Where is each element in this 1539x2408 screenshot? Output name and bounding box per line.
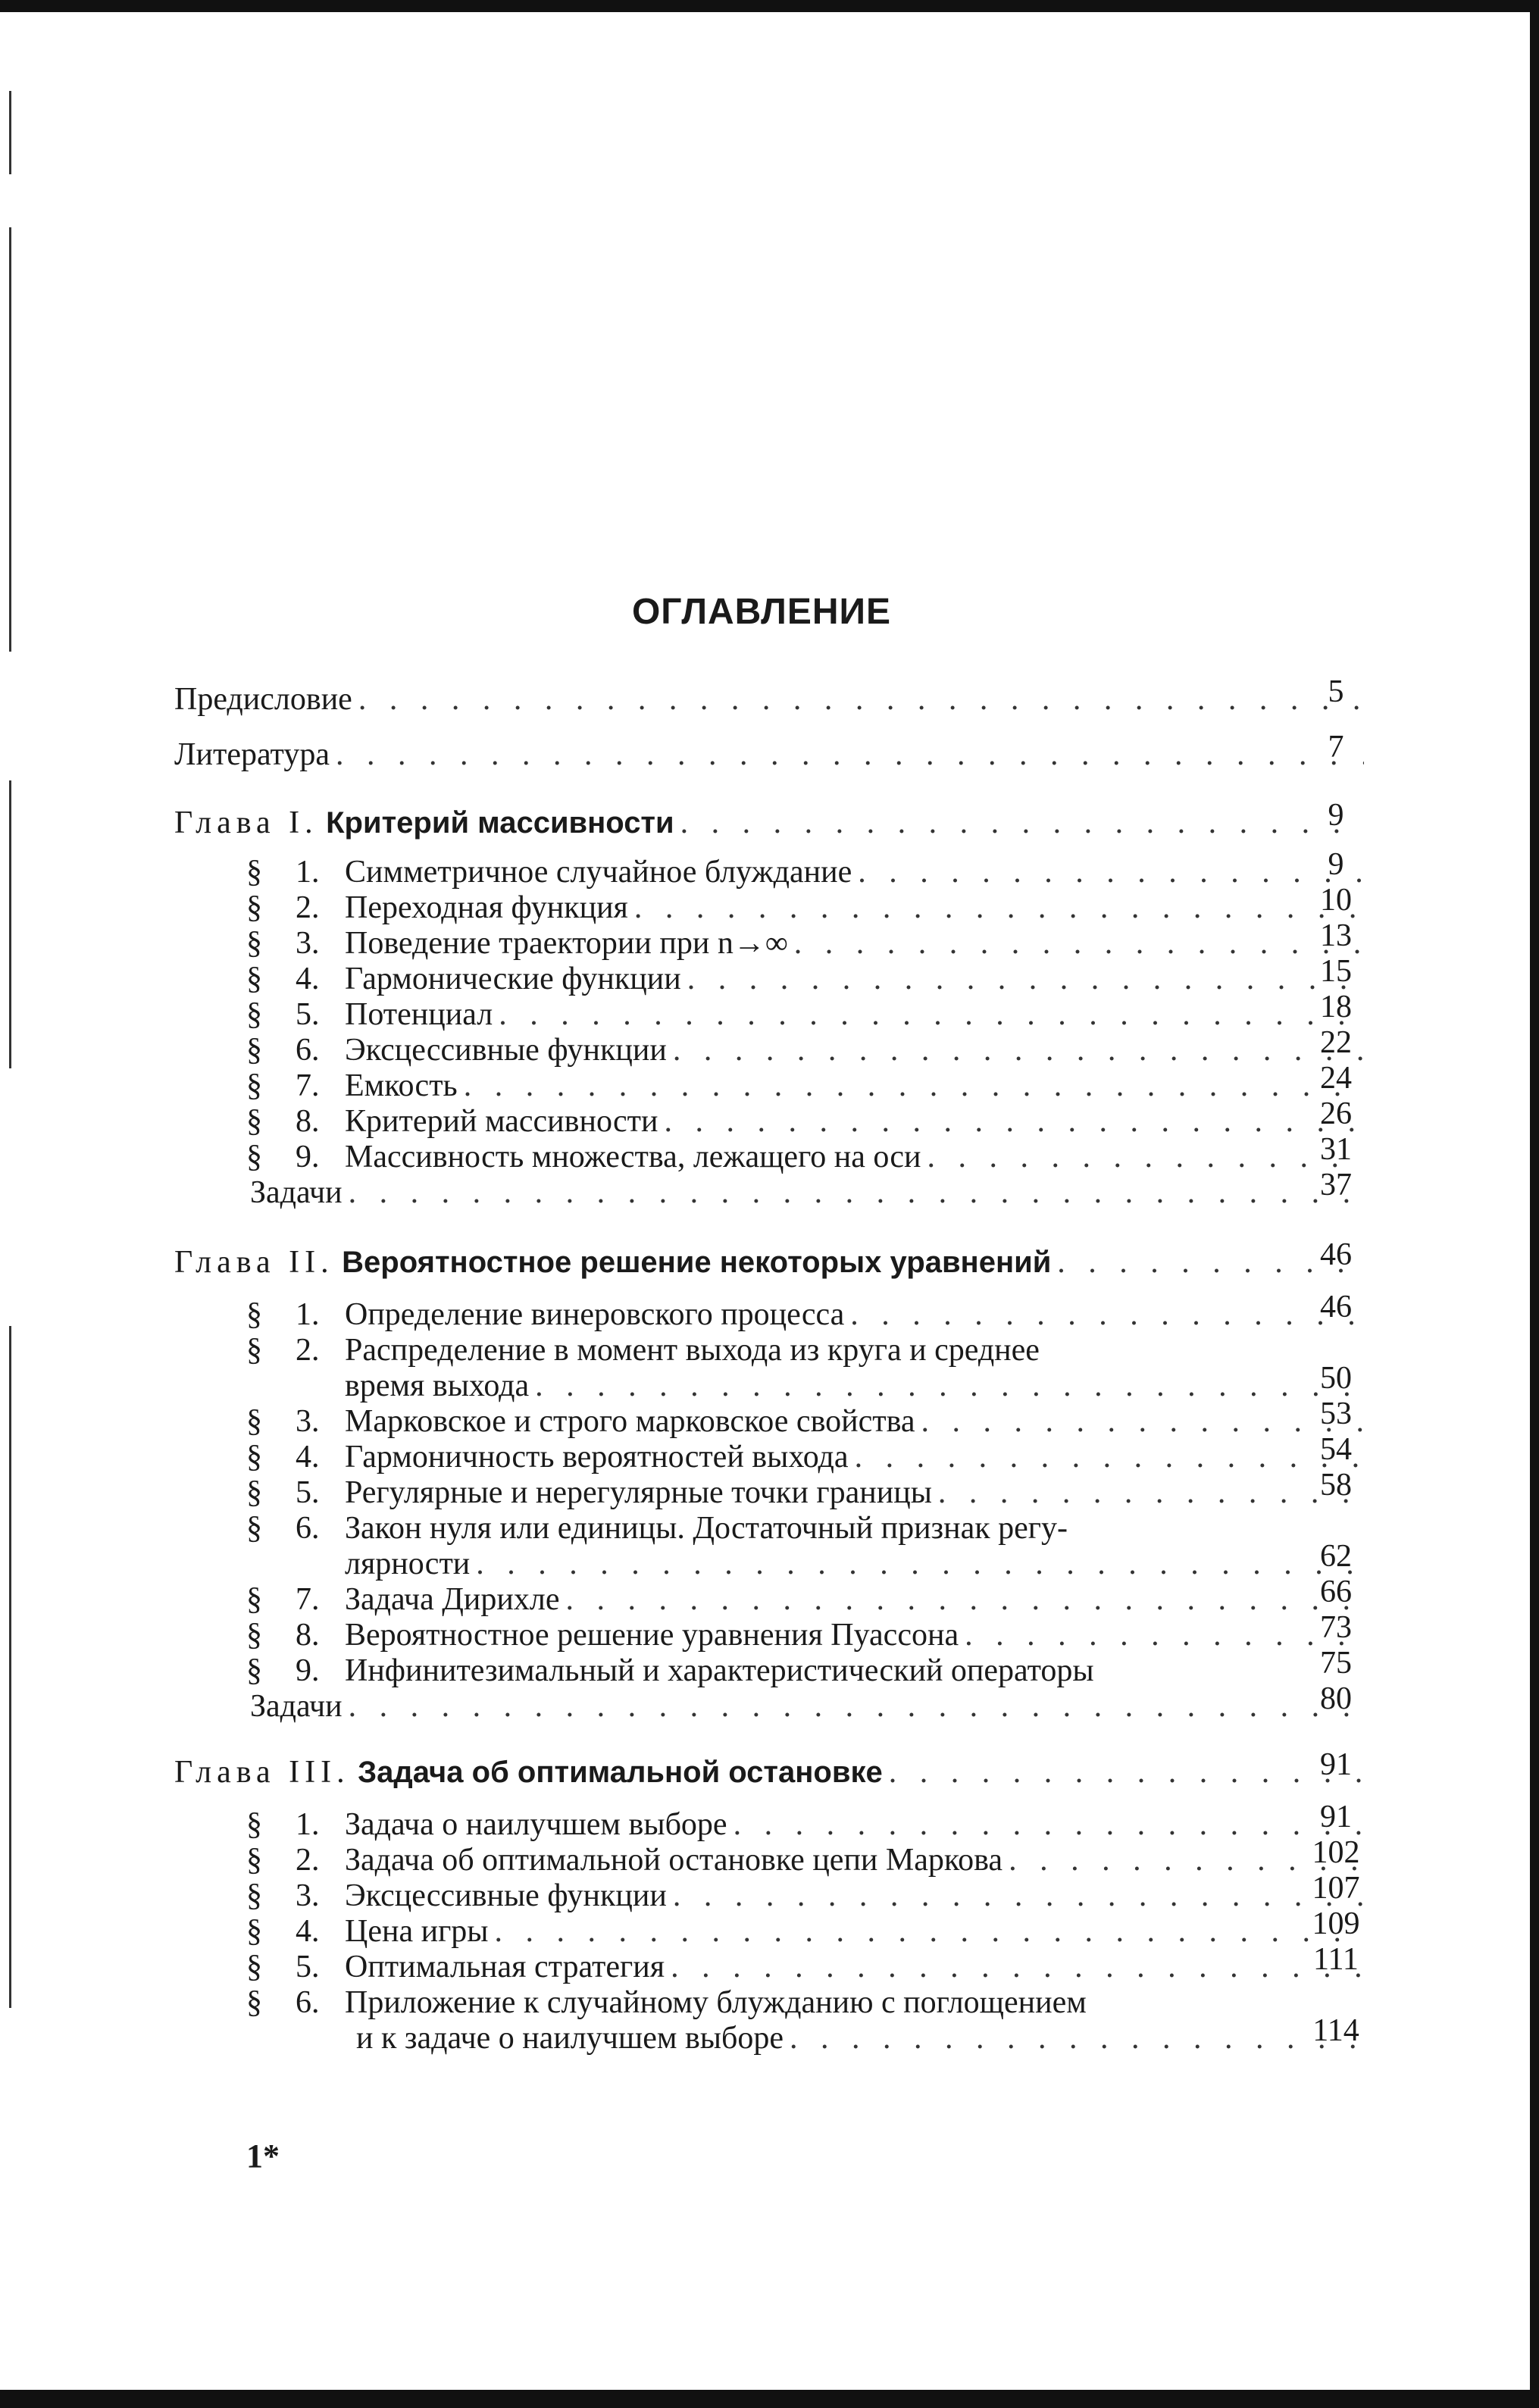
- dot-leader: [664, 1104, 1364, 1140]
- page-number: 18: [1320, 990, 1352, 1024]
- section-number: 3.: [296, 1878, 320, 1913]
- section-number: 4.: [296, 1440, 320, 1475]
- section-title: Переходная функция: [345, 890, 628, 925]
- section-symbol: §: [246, 1807, 262, 1842]
- chapter-title: Вероятностное решение некоторых уравнений: [342, 1246, 1052, 1279]
- section-symbol: §: [246, 1440, 262, 1475]
- section-title: Приложение к случайному блужданию с поглощением: [345, 1985, 1087, 2020]
- dot-leader: [927, 1140, 1364, 1175]
- toc-section[interactable]: [174, 1025, 1364, 1068]
- toc-section[interactable]: [174, 918, 1364, 962]
- toc-section[interactable]: [174, 1646, 1364, 1689]
- section-symbol: §: [246, 1297, 262, 1332]
- dot-leader: [495, 1914, 1364, 1950]
- page-number: 114: [1312, 2013, 1359, 2048]
- toc-tasks[interactable]: [174, 1681, 1364, 1725]
- page-number: 91: [1320, 1747, 1352, 1782]
- dot-leader: [349, 1175, 1364, 1211]
- page-number: 46: [1320, 1290, 1352, 1324]
- section-symbol: §: [246, 962, 262, 996]
- section-symbol: §: [246, 1914, 262, 1949]
- section-symbol: §: [246, 1404, 262, 1439]
- section-title-continuation: и к задаче о наилучшем выборе: [356, 2021, 784, 2056]
- section-symbol: §: [246, 890, 262, 925]
- page-number: 13: [1320, 918, 1352, 953]
- section-number: 6.: [296, 1985, 320, 2020]
- toc-section[interactable]: [174, 1396, 1364, 1440]
- toc-section[interactable]: [174, 1835, 1364, 1878]
- section-number: 1.: [296, 1807, 320, 1842]
- scan-edge-mark: [9, 91, 11, 174]
- toc-section[interactable]: [174, 1942, 1364, 1985]
- chapter-label: Глава III.: [174, 1755, 350, 1790]
- section-title: Задача об оптимальной остановке цепи Маркова: [345, 1843, 1003, 1878]
- scan-edge-mark: [9, 780, 11, 1068]
- section-title: Критерий массивности: [345, 1104, 658, 1139]
- dot-leader: [734, 1807, 1364, 1843]
- section-number: 2.: [296, 890, 320, 925]
- toc-section[interactable]: [174, 1333, 1364, 1368]
- section-title: Емкость: [345, 1068, 458, 1103]
- dot-leader: [687, 962, 1364, 997]
- toc-section[interactable]: [174, 1610, 1364, 1653]
- page-number: 46: [1320, 1237, 1352, 1272]
- page-number: 58: [1320, 1468, 1352, 1503]
- section-number: 4.: [296, 1914, 320, 1949]
- scan-border-top: [0, 0, 1539, 12]
- table-of-contents: [174, 674, 1364, 2056]
- section-number: 1.: [296, 1297, 320, 1332]
- section-symbol: §: [246, 1475, 262, 1510]
- section-number: 2.: [296, 1843, 320, 1878]
- dot-leader: [673, 1878, 1364, 1914]
- toc-chapter-3[interactable]: [174, 1747, 1364, 1790]
- section-title: Инфинитезимальный и характеристический операторы: [345, 1653, 1094, 1688]
- section-title-continuation: время выхода: [345, 1368, 530, 1403]
- section-title: Задача Дирихле: [345, 1582, 560, 1617]
- tasks-title: Задачи: [250, 1689, 343, 1724]
- dot-leader: [680, 805, 1364, 841]
- section-title: Задача о наилучшем выборе: [345, 1807, 727, 1842]
- section-number: 6.: [296, 1033, 320, 1068]
- toc-entry-title: Литература: [174, 737, 330, 772]
- dot-leader: [794, 926, 1364, 962]
- section-symbol: §: [246, 1104, 262, 1139]
- section-title-continuation: лярности: [345, 1546, 471, 1581]
- toc-section[interactable]: [174, 1575, 1364, 1618]
- toc-section[interactable]: [174, 1096, 1364, 1140]
- dot-leader: [858, 855, 1364, 890]
- section-symbol: §: [246, 855, 262, 890]
- section-title: Марковское и строго марковское свойства: [345, 1404, 915, 1439]
- page-number: 73: [1320, 1610, 1352, 1645]
- section-title: Гармонические функции: [345, 962, 681, 996]
- toc-section[interactable]: [174, 1511, 1364, 1546]
- page-number: 24: [1320, 1061, 1352, 1096]
- toc-section[interactable]: [174, 1132, 1364, 1175]
- section-title: Потенциал: [345, 997, 493, 1032]
- section-title: Симметричное случайное блуждание: [345, 855, 852, 890]
- section-number: 4.: [296, 962, 320, 996]
- dot-leader: [476, 1546, 1364, 1582]
- dot-leader: [535, 1368, 1364, 1404]
- page-number: 111: [1313, 1942, 1359, 1977]
- section-symbol: §: [246, 1843, 262, 1878]
- toc-entry-preface[interactable]: [174, 674, 1364, 718]
- toc-section-continuation[interactable]: [174, 1539, 1364, 1582]
- section-title: Эксцессивные функции: [345, 1878, 667, 1913]
- section-title: Гармоничность вероятностей выхода: [345, 1440, 849, 1475]
- dot-leader: [358, 682, 1364, 718]
- dot-leader: [790, 2021, 1364, 2056]
- toc-section-continuation[interactable]: [174, 2013, 1364, 2056]
- toc-section[interactable]: [174, 1061, 1364, 1104]
- scan-border-bottom: [0, 2390, 1539, 2408]
- page-number: 66: [1320, 1575, 1352, 1609]
- page-number: 50: [1320, 1361, 1352, 1396]
- section-symbol: §: [246, 1878, 262, 1913]
- section-number: 5.: [296, 1950, 320, 1984]
- toc-section[interactable]: [174, 1906, 1364, 1950]
- section-symbol: §: [246, 1950, 262, 1984]
- section-symbol: §: [246, 1653, 262, 1688]
- section-number: 1.: [296, 855, 320, 890]
- page-number: 9: [1328, 798, 1344, 833]
- signature-mark: 1*: [246, 2137, 280, 2175]
- chapter-label: Глава II.: [174, 1245, 334, 1280]
- dot-leader: [336, 737, 1364, 773]
- page-number: 22: [1320, 1025, 1352, 1060]
- section-number: 8.: [296, 1104, 320, 1139]
- section-title: Массивность множества, лежащего на оси: [345, 1140, 921, 1174]
- section-title: Регулярные и нерегулярные точки границы: [345, 1475, 932, 1510]
- page-title: ОГЛАВЛЕНИЕ: [631, 592, 892, 632]
- page-number: 62: [1320, 1539, 1352, 1574]
- page-number: 15: [1320, 954, 1352, 989]
- page-number: 37: [1320, 1168, 1352, 1202]
- page-number: 109: [1312, 1906, 1360, 1941]
- dot-leader: [921, 1404, 1364, 1440]
- section-title: Распределение в момент выхода из круга и среднее: [345, 1333, 1040, 1368]
- section-symbol: §: [246, 997, 262, 1032]
- section-symbol: §: [246, 1068, 262, 1103]
- dot-leader: [938, 1475, 1364, 1511]
- dot-leader: [565, 1582, 1364, 1618]
- section-number: 9.: [296, 1140, 320, 1174]
- section-number: 6.: [296, 1511, 320, 1546]
- page-number: 102: [1312, 1835, 1360, 1870]
- section-symbol: §: [246, 1582, 262, 1617]
- section-symbol: §: [246, 1140, 262, 1174]
- section-number: 7.: [296, 1068, 320, 1103]
- dot-leader: [855, 1440, 1364, 1475]
- page-number: 10: [1320, 883, 1352, 918]
- toc-section[interactable]: [174, 1985, 1364, 2021]
- section-symbol: §: [246, 1033, 262, 1068]
- section-title: Эксцессивные функции: [345, 1033, 667, 1068]
- toc-section[interactable]: [174, 1468, 1364, 1511]
- section-title: Вероятностное решение уравнения Пуассона: [345, 1618, 959, 1653]
- page-number: 31: [1320, 1132, 1352, 1167]
- dot-leader: [634, 890, 1364, 926]
- dot-leader: [850, 1297, 1364, 1333]
- section-number: 5.: [296, 1475, 320, 1510]
- section-number: 3.: [296, 926, 320, 961]
- page-number: 9: [1328, 847, 1344, 882]
- section-symbol: §: [246, 1985, 262, 2020]
- toc-section[interactable]: [174, 1871, 1364, 1914]
- toc-entry-title: Предисловие: [174, 682, 352, 717]
- toc-chapter-2[interactable]: [174, 1237, 1364, 1281]
- section-symbol: §: [246, 1511, 262, 1546]
- section-symbol: §: [246, 926, 262, 961]
- section-number: 7.: [296, 1582, 320, 1617]
- section-symbol: §: [246, 1333, 262, 1368]
- toc-section[interactable]: [174, 990, 1364, 1033]
- toc-section[interactable]: [174, 883, 1364, 926]
- toc-section[interactable]: [174, 1432, 1364, 1475]
- page-number: 75: [1320, 1646, 1352, 1681]
- dot-leader: [349, 1689, 1364, 1725]
- chapter-label: Глава I.: [174, 805, 318, 840]
- page-number: 53: [1320, 1396, 1352, 1431]
- section-title: Цена игры: [345, 1914, 489, 1949]
- toc-tasks[interactable]: [174, 1168, 1364, 1211]
- section-number: 5.: [296, 997, 320, 1032]
- page-number: 107: [1312, 1871, 1360, 1906]
- toc-section[interactable]: [174, 847, 1364, 890]
- toc-entry-literature[interactable]: [174, 730, 1364, 773]
- page-number: 7: [1328, 730, 1344, 765]
- dot-leader: [499, 997, 1364, 1033]
- page-number: 80: [1320, 1681, 1352, 1716]
- section-title: Поведение траектории при n→∞: [345, 926, 788, 961]
- page-number: 5: [1328, 674, 1344, 709]
- section-title: Определение винеровского процесса: [345, 1297, 845, 1332]
- tasks-title: Задачи: [250, 1175, 343, 1210]
- toc-chapter-1[interactable]: [174, 798, 1364, 841]
- page-number: 91: [1320, 1800, 1352, 1834]
- section-symbol: §: [246, 1618, 262, 1653]
- section-number: 3.: [296, 1404, 320, 1439]
- dot-leader: [671, 1950, 1364, 1985]
- page-number: 54: [1320, 1432, 1352, 1467]
- scan-border-right: [1530, 0, 1539, 2408]
- toc-section[interactable]: [174, 1800, 1364, 1843]
- section-number: 2.: [296, 1333, 320, 1368]
- section-number: 8.: [296, 1618, 320, 1653]
- chapter-title: Задача об оптимальной остановке: [358, 1756, 883, 1789]
- chapter-title: Критерий массивности: [326, 806, 674, 840]
- section-title: Закон нуля или единицы. Достаточный признак регу-: [345, 1511, 1068, 1546]
- section-title: Оптимальная стратегия: [345, 1950, 665, 1984]
- scan-edge-mark: [9, 227, 11, 652]
- toc-section[interactable]: [174, 954, 1364, 997]
- section-number: 9.: [296, 1653, 320, 1688]
- toc-section[interactable]: [174, 1290, 1364, 1333]
- toc-section-continuation[interactable]: [174, 1361, 1364, 1404]
- dot-leader: [673, 1033, 1364, 1068]
- scan-edge-mark: [9, 1326, 11, 2008]
- dot-leader: [889, 1755, 1364, 1790]
- dot-leader: [464, 1068, 1364, 1104]
- page-number: 26: [1320, 1096, 1352, 1131]
